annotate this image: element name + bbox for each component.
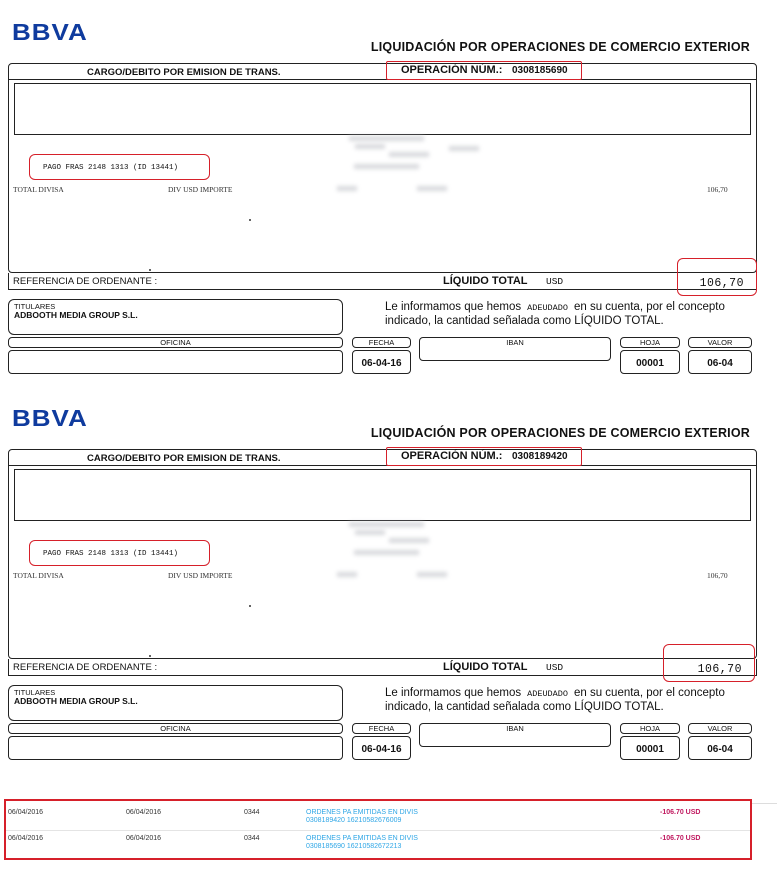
oficina-header <box>8 723 343 734</box>
info-part-1: Le informamos que hemos <box>385 687 522 699</box>
reference-row <box>8 273 757 290</box>
hoja-header <box>620 337 680 348</box>
document-title: LIQUIDACIÓN POR OPERACIONES DE COMERCIO EXTERIOR <box>370 40 750 54</box>
oficina-header <box>8 337 343 348</box>
ledger-amount: -106.70 USD <box>660 835 701 842</box>
iban-box <box>419 723 611 747</box>
info-part-3: indicado, la cantidad señalada como LÍQUIDO TOTAL. <box>385 315 664 327</box>
valor-label: VALOR <box>707 724 733 733</box>
total-divisa-label: TOTAL DIVISA <box>13 571 64 580</box>
oficina-label: OFICINA <box>160 724 191 733</box>
reference-row <box>8 659 757 676</box>
redacted-text <box>417 572 447 577</box>
fecha-value: 06-04-16 <box>361 744 402 755</box>
info-part-1: Le informamos que hemos <box>385 301 522 313</box>
charge-type: CARGO/DEBITO POR EMISION DE TRANS. <box>87 67 281 78</box>
redacted-text <box>354 164 419 169</box>
info-adeudado: ADEUDADO <box>527 689 568 699</box>
divider <box>752 803 777 804</box>
ledger-desc-line-2: 0308189420 16210582676009 <box>306 817 402 824</box>
redacted-text <box>449 146 479 151</box>
hoja-value: 00001 <box>636 744 664 755</box>
titular-name: ADBOOTH MEDIA GROUP S.L. <box>14 310 138 320</box>
iban-box <box>419 337 611 361</box>
hoja-label: HOJA <box>639 338 660 347</box>
titular-name: ADBOOTH MEDIA GROUP S.L. <box>14 696 138 706</box>
liquido-amount: 106,70 <box>699 277 744 290</box>
reference-label: REFERENCIA DE ORDENANTE : <box>13 662 158 673</box>
valor-value: 06-04 <box>707 744 733 755</box>
operation-box <box>8 63 757 273</box>
redacted-text <box>389 152 429 157</box>
document-title: LIQUIDACIÓN POR OPERACIONES DE COMERCIO EXTERIOR <box>370 426 750 440</box>
total-amount: 106,70 <box>707 571 728 580</box>
info-part-3: indicado, la cantidad señalada como LÍQUIDO TOTAL. <box>385 701 664 713</box>
redacted-text <box>355 144 385 149</box>
ledger-row <box>6 831 750 857</box>
redacted-text <box>349 136 424 141</box>
valor-header <box>688 723 752 734</box>
payment-reference: PAGO FRAS 2148 1313 (ID 13441) <box>43 164 179 172</box>
payment-reference-highlight <box>29 154 210 180</box>
valor-header <box>688 337 752 348</box>
redacted-text <box>337 186 357 191</box>
redacted-text <box>355 530 385 535</box>
liquido-amount: 106,70 <box>697 663 742 676</box>
operation-header <box>9 64 756 80</box>
hoja-value: 00001 <box>636 358 664 369</box>
operation-box <box>8 449 757 659</box>
operation-number-highlight <box>386 447 582 466</box>
ledger-value-date: 06/04/2016 <box>126 809 162 816</box>
fecha-header <box>352 723 411 734</box>
info-adeudado: ADEUDADO <box>527 303 568 313</box>
fecha-value-box <box>352 736 411 760</box>
ledger-desc-line-1: ORDENES PA EMITIDAS EN DIVIS <box>306 835 418 842</box>
liquido-total-label: LÍQUIDO TOTAL <box>443 275 528 287</box>
ledger-amount: -106.70 USD <box>660 809 701 816</box>
operation-number-label: OPERACIÓN NÚM.: <box>401 64 503 76</box>
ledger-highlight <box>4 799 752 860</box>
hoja-value-box <box>620 350 680 374</box>
ledger-code: 0344 <box>244 809 260 816</box>
oficina-label: OFICINA <box>160 338 191 347</box>
operation-number: 0308185690 <box>512 65 568 76</box>
ledger-description <box>306 835 418 851</box>
div-usd-label: DIV USD IMPORTE <box>168 185 233 194</box>
operation-header <box>9 450 756 466</box>
ledger-code: 0344 <box>244 835 260 842</box>
ledger-desc-line-1: ORDENES PA EMITIDAS EN DIVIS <box>306 809 418 816</box>
liquido-currency: USD <box>546 662 564 673</box>
payment-reference: PAGO FRAS 2148 1313 (ID 13441) <box>43 550 179 558</box>
total-amount: 106,70 <box>707 185 728 194</box>
settlement-slip-2 <box>0 386 777 776</box>
hoja-label: HOJA <box>639 724 660 733</box>
oficina-value-box <box>8 736 343 760</box>
operation-number-highlight <box>386 61 582 80</box>
info-part-2: en su cuenta, por el concepto <box>573 301 725 313</box>
valor-value-box <box>688 350 752 374</box>
ledger-date: 06/04/2016 <box>8 835 44 842</box>
fecha-label: FECHA <box>368 724 395 733</box>
reference-label: REFERENCIA DE ORDENANTE : <box>13 276 158 287</box>
liquido-amount-highlight <box>663 644 755 682</box>
iban-label: IBAN <box>506 724 524 733</box>
info-text <box>385 301 725 328</box>
dot-mark <box>149 269 151 271</box>
hoja-header <box>620 723 680 734</box>
oficina-value-box <box>8 350 343 374</box>
redacted-text <box>354 550 419 555</box>
dot-mark <box>249 605 251 607</box>
info-text <box>385 687 725 714</box>
details-inner-box <box>14 83 751 135</box>
total-divisa-label: TOTAL DIVISA <box>13 185 64 194</box>
valor-value: 06-04 <box>707 358 733 369</box>
details-inner-box <box>14 469 751 521</box>
titulares-box <box>8 299 343 335</box>
dot-mark <box>249 219 251 221</box>
hoja-value-box <box>620 736 680 760</box>
fecha-label: FECHA <box>368 338 395 347</box>
info-part-2: en su cuenta, por el concepto <box>573 687 725 699</box>
fecha-value-box <box>352 350 411 374</box>
ledger-row <box>6 805 750 831</box>
titulares-box <box>8 685 343 721</box>
redacted-text <box>417 186 447 191</box>
ledger-description <box>306 809 418 825</box>
fecha-header <box>352 337 411 348</box>
operation-number: 0308189420 <box>512 451 568 462</box>
ledger-desc-line-2: 0308185690 16210582672213 <box>306 843 402 850</box>
liquido-total-label: LÍQUIDO TOTAL <box>443 661 528 673</box>
valor-label: VALOR <box>707 338 733 347</box>
bbva-logo: BBVA <box>12 404 88 432</box>
redacted-text <box>337 572 357 577</box>
redacted-text <box>389 538 429 543</box>
liquido-currency: USD <box>546 276 564 287</box>
settlement-slip-1 <box>0 0 777 390</box>
dot-mark <box>149 655 151 657</box>
redacted-text <box>349 522 424 527</box>
ledger-date: 06/04/2016 <box>8 809 44 816</box>
titulares-label: TITULARES <box>14 302 56 311</box>
charge-type: CARGO/DEBITO POR EMISION DE TRANS. <box>87 453 281 464</box>
liquido-amount-highlight <box>677 258 757 296</box>
div-usd-label: DIV USD IMPORTE <box>168 571 233 580</box>
operation-number-label: OPERACIÓN NÚM.: <box>401 450 503 462</box>
iban-label: IBAN <box>506 338 524 347</box>
bbva-logo: BBVA <box>12 18 88 46</box>
valor-value-box <box>688 736 752 760</box>
payment-reference-highlight <box>29 540 210 566</box>
ledger-value-date: 06/04/2016 <box>126 835 162 842</box>
titulares-label: TITULARES <box>14 688 56 697</box>
fecha-value: 06-04-16 <box>361 358 402 369</box>
